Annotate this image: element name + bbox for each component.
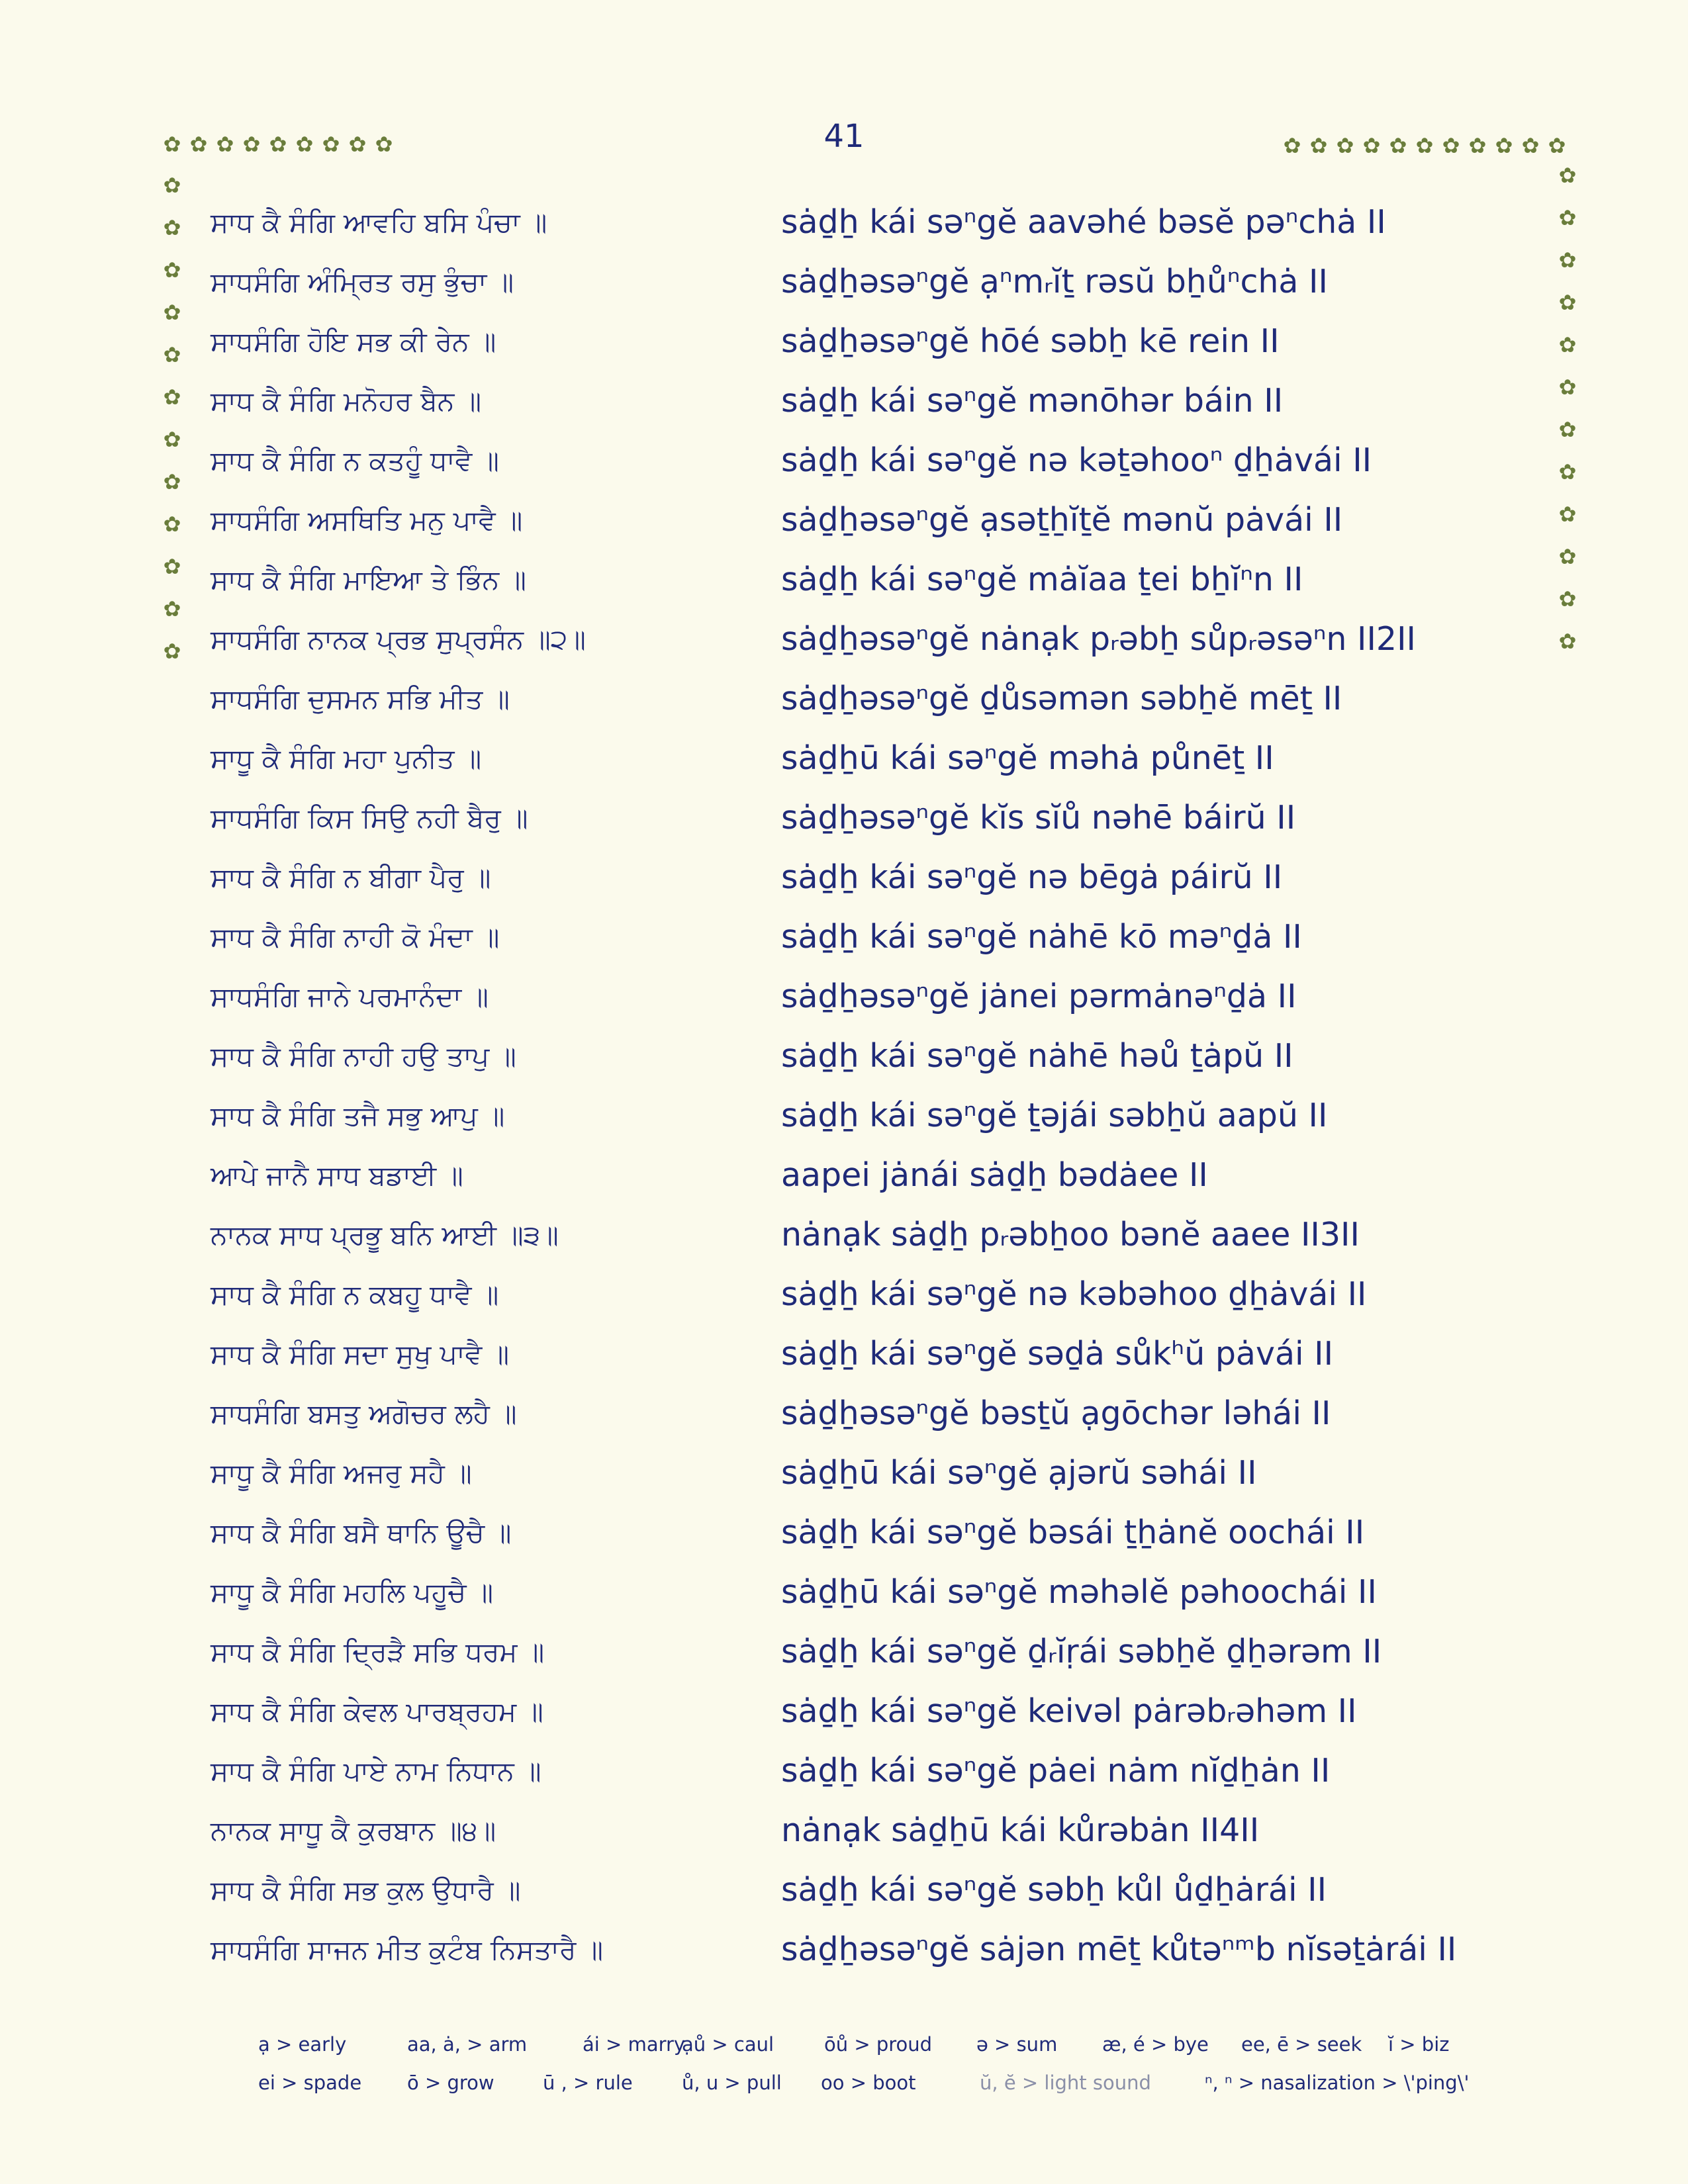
flower-ornament-icon: ✿ xyxy=(1558,629,1577,654)
flower-ornament-icon: ✿ xyxy=(269,132,287,157)
verse-line xyxy=(0,1685,1688,1738)
flower-ornament-icon: ✿ xyxy=(1558,332,1577,357)
legend-entry: ōů > proud xyxy=(824,2033,933,2056)
verse-line xyxy=(0,375,1688,428)
verse-line xyxy=(0,1566,1688,1619)
transliteration-text: sȧḏẖ kái səⁿgĕ ṯəjái səbẖŭ aapŭ II xyxy=(781,1097,1328,1134)
transliteration-text: sȧḏẖəsəⁿgĕ kĭs sĭů nəhē báirŭ II xyxy=(781,799,1296,837)
gurmukhi-text: ਸਾਧੂ ਕੈ ਸੰਗਿ ਮਹਲਿ ਪਹੂਚੈ ॥ xyxy=(211,1576,493,1608)
verse-line xyxy=(0,1268,1688,1321)
verse-line xyxy=(0,1447,1688,1500)
verse-line xyxy=(0,792,1688,844)
transliteration-text: nȧnạk sȧḏẖ pᵣəbẖoo bənĕ aaee II3II xyxy=(781,1216,1360,1253)
flower-ornament-icon: ✿ xyxy=(1558,205,1577,230)
gurmukhi-text: ਸਾਧਸੰਗਿ ਅਸਥਿਤਿ ਮਨੁ ਪਾਵੈ ॥ xyxy=(211,504,523,536)
flower-ornament-icon: ✿ xyxy=(322,132,340,157)
flower-ornament-icon: ✿ xyxy=(1558,375,1577,400)
flower-ornament-icon: ✿ xyxy=(163,469,181,494)
legend-entry: ạ > early xyxy=(258,2033,347,2056)
page-number: 41 xyxy=(823,118,865,155)
flower-ornament-icon: ✿ xyxy=(163,342,181,367)
gurmukhi-text: ਸਾਧਸੰਗਿ ਹੋਇ ਸਭ ਕੀ ਰੇਨ ॥ xyxy=(211,326,496,357)
gurmukhi-text: ਨਾਨਕ ਸਾਧ ਪ੍ਰਭੂ ਬਨਿ ਆਈ ॥੩॥ xyxy=(211,1219,559,1251)
gurmukhi-text: ਨਾਨਕ ਸਾਧੂ ਕੈ ਕੁਰਬਾਨ ॥੪॥ xyxy=(211,1815,496,1846)
transliteration-text: sȧḏẖ kái səⁿgĕ nȧhē kō məⁿḏȧ II xyxy=(781,918,1302,956)
legend-entry: ū , > rule xyxy=(543,2071,633,2094)
transliteration-text: sȧḏẖ kái səⁿgĕ nȧhē həů ṯȧpŭ II xyxy=(781,1037,1293,1075)
transliteration-text: sȧḏẖ kái səⁿgĕ aavəhé bəsĕ pəⁿchȧ II xyxy=(781,203,1386,241)
verse-line xyxy=(0,1804,1688,1857)
verse-line xyxy=(0,613,1688,666)
verse-line xyxy=(0,553,1688,606)
legend-entry: ō > grow xyxy=(407,2071,494,2094)
flower-ornament-icon: ✿ xyxy=(163,257,181,283)
gurmukhi-text: ਸਾਧਸੰਗਿ ਕਿਸ ਸਿਉ ਨਹੀ ਬੈਰੁ ॥ xyxy=(211,802,528,834)
transliteration-text: aapei jȧnái sȧḏẖ bədȧee II xyxy=(781,1156,1208,1194)
verse-line xyxy=(0,1089,1688,1142)
gurmukhi-text: ਆਪੇ ਜਾਨੈ ਸਾਧ ਬਡਾਈ ॥ xyxy=(211,1160,463,1191)
verse-line xyxy=(0,1625,1688,1678)
transliteration-text: sȧḏẖəsəⁿgĕ nȧnạk pᵣəbẖ sůpᵣəsəⁿn II2II xyxy=(781,620,1416,658)
gurmukhi-text: ਸਾਧਸੰਗਿ ਦੁਸਮਨ ਸਭਿ ਮੀਤ ॥ xyxy=(211,683,510,715)
gurmukhi-text: ਸਾਧ ਕੈ ਸੰਗਿ ਮਨੋਹਰ ਬੈਨ ॥ xyxy=(211,385,482,417)
verse-line xyxy=(0,911,1688,964)
flower-ornament-icon: ✿ xyxy=(163,427,181,452)
verse-line xyxy=(0,255,1688,308)
legend-entry: oo > boot xyxy=(821,2071,916,2094)
transliteration-text: sȧḏẖ kái səⁿgĕ nə kəṯəhooⁿ ḏẖȧvái II xyxy=(781,441,1372,479)
verse-line xyxy=(0,1328,1688,1381)
transliteration-text: sȧḏẖū kái səⁿgĕ məhȧ půnēṯ II xyxy=(781,739,1274,777)
gurmukhi-text: ਸਾਧ ਕੈ ਸੰਗਿ ਸਦਾ ਸੁਖੁ ਪਾਵੈ ॥ xyxy=(211,1338,510,1370)
flower-ornament-icon: ✿ xyxy=(1558,459,1577,484)
legend-entry: ə > sum xyxy=(976,2033,1058,2056)
gurmukhi-text: ਸਾਧਸੰਗਿ ਅੰਮ੍ਰਿਤ ਰਸੁ ਭੁੰਚਾ ॥ xyxy=(211,266,514,298)
gurmukhi-text: ਸਾਧਸੰਗਿ ਨਾਨਕ ਪ੍ਰਭ ਸੁਪ੍ਰਸੰਨ ॥੨॥ xyxy=(211,623,586,655)
flower-ornament-icon: ✿ xyxy=(1389,133,1407,158)
transliteration-text: sȧḏẖ kái səⁿgĕ pȧei nȧm nĭḏẖȧn II xyxy=(781,1752,1331,1790)
legend-entry: ů, u > pull xyxy=(682,2071,782,2094)
flower-ornament-icon: ✿ xyxy=(1558,502,1577,527)
gurmukhi-text: ਸਾਧਸੰਗਿ ਜਾਨੇ ਪਰਮਾਨੰਦਾ ॥ xyxy=(211,981,489,1013)
flower-ornament-icon: ✿ xyxy=(242,132,261,157)
verse-line xyxy=(0,732,1688,785)
transliteration-text: sȧḏẖəsəⁿgĕ ḏůsəmən səbẖĕ mēṯ II xyxy=(781,680,1342,717)
gurmukhi-text: ਸਾਧ ਕੈ ਸੰਗਿ ਨਾਹੀ ਕੋ ਮੰਦਾ ॥ xyxy=(211,921,500,953)
flower-ornament-icon: ✿ xyxy=(1521,133,1540,158)
flower-ornament-icon: ✿ xyxy=(348,132,367,157)
flower-ornament-icon: ✿ xyxy=(163,596,181,621)
gurmukhi-text: ਸਾਧ ਕੈ ਸੰਗਿ ਨ ਬੀਗਾ ਪੈਰੁ ॥ xyxy=(211,862,491,893)
flower-ornament-icon: ✿ xyxy=(1558,290,1577,315)
transliteration-text: sȧḏẖ kái səⁿgĕ nə kəbəhoo ḏẖȧvái II xyxy=(781,1275,1367,1313)
transliteration-text: sȧḏẖ kái səⁿgĕ səbẖ kůl ůḏẖȧrái II xyxy=(781,1871,1327,1909)
flower-ornament-icon: ✿ xyxy=(1283,133,1301,158)
flower-ornament-icon: ✿ xyxy=(163,215,181,240)
gurmukhi-text: ਸਾਧ ਕੈ ਸੰਗਿ ਦ੍ਰਿੜੈ ਸਭਿ ਧਰਮ ॥ xyxy=(211,1636,545,1668)
pronunciation-legend-row-2 xyxy=(258,2071,1516,2105)
flower-ornament-icon: ✿ xyxy=(295,132,314,157)
legend-entry: ee, ē > seek xyxy=(1241,2033,1362,2056)
verse-line xyxy=(0,1387,1688,1440)
legend-entry: ei > spade xyxy=(258,2071,362,2094)
flower-ornament-icon: ✿ xyxy=(163,639,181,664)
transliteration-text: nȧnạk sȧḏẖū kái kůrəbȧn II4II xyxy=(781,1811,1260,1849)
gurmukhi-text: ਸਾਧੂ ਕੈ ਸੰਗਿ ਅਜਰੁ ਸਹੈ ॥ xyxy=(211,1457,472,1489)
flower-ornament-icon: ✿ xyxy=(1558,248,1577,273)
flower-ornament-icon: ✿ xyxy=(163,554,181,579)
transliteration-text: sȧḏẖəsəⁿgĕ jȧnei pərmȧnəⁿḏȧ II xyxy=(781,978,1297,1015)
flower-ornament-icon: ✿ xyxy=(163,132,181,157)
legend-entry: æ, é > bye xyxy=(1102,2033,1209,2056)
transliteration-text: sȧḏẖ kái səⁿgĕ mȧĭaa ṯei bẖĭⁿn II xyxy=(781,561,1303,598)
transliteration-text: sȧḏẖū kái səⁿgĕ ạjərŭ səhái II xyxy=(781,1454,1257,1492)
verse-line xyxy=(0,1864,1688,1917)
gurmukhi-text: ਸਾਧਸੰਗਿ ਸਾਜਨ ਮੀਤ ਕੁਟੰਬ ਨਿਸਤਾਰੈ ॥ xyxy=(211,1934,604,1966)
transliteration-text: sȧḏẖ kái səⁿgĕ nə bēgȧ páirŭ II xyxy=(781,858,1283,896)
verse-line xyxy=(0,494,1688,547)
flower-ornament-icon: ✿ xyxy=(1558,544,1577,569)
verse-line xyxy=(0,1923,1688,1976)
legend-entry: ái > marry xyxy=(583,2033,686,2056)
verse-line xyxy=(0,196,1688,249)
flower-ornament-icon: ✿ xyxy=(1442,133,1460,158)
verse-line xyxy=(0,1149,1688,1202)
flower-ornament-icon: ✿ xyxy=(189,132,208,157)
flower-ornament-icon: ✿ xyxy=(163,173,181,198)
gurmukhi-text: ਸਾਧ ਕੈ ਸੰਗਿ ਕੇਵਲ ਪਾਰਬ੍ਰਹਮ ॥ xyxy=(211,1696,543,1727)
gurmukhi-text: ਸਾਧੂ ਕੈ ਸੰਗਿ ਮਹਾ ਪੁਨੀਤ ॥ xyxy=(211,743,482,774)
flower-ornament-icon: ✿ xyxy=(1548,133,1566,158)
legend-entry: aa, ȧ, > arm xyxy=(407,2033,528,2056)
legend-entry: ĭ > biz xyxy=(1388,2033,1450,2056)
flower-ornament-icon: ✿ xyxy=(1558,417,1577,442)
gurmukhi-text: ਸਾਧ ਕੈ ਸੰਗਿ ਤਜੈ ਸਭੁ ਆਪੁ ॥ xyxy=(211,1100,505,1132)
transliteration-text: sȧḏẖ kái səⁿgĕ bəsái ṯẖȧnĕ oochái II xyxy=(781,1514,1365,1551)
transliteration-text: sȧḏẖəsəⁿgĕ hōé səbẖ kē rein II xyxy=(781,322,1280,360)
flower-ornament-icon: ✿ xyxy=(1336,133,1354,158)
verse-line xyxy=(0,1506,1688,1559)
legend-entry: ⁿ, ⁿ > nasalization > \'ping\' xyxy=(1205,2071,1470,2094)
transliteration-text: sȧḏẖəsəⁿgĕ ạⁿmᵣĭṯ rəsŭ bẖůⁿchȧ II xyxy=(781,263,1328,300)
gurmukhi-text: ਸਾਧ ਕੈ ਸੰਗਿ ਆਵਹਿ ਬਸਿ ਪੰਚਾ ॥ xyxy=(211,206,547,238)
verse-line xyxy=(0,315,1688,368)
verse-line xyxy=(0,1208,1688,1261)
verse-line xyxy=(0,1030,1688,1083)
gurmukhi-text: ਸਾਧ ਕੈ ਸੰਗਿ ਨਾਹੀ ਹਉ ਤਾਪੁ ॥ xyxy=(211,1040,516,1072)
pronunciation-legend-row-1 xyxy=(258,2033,1516,2066)
flower-ornament-icon: ✿ xyxy=(216,132,234,157)
transliteration-text: sȧḏẖ kái səⁿgĕ ḏᵣĭṛái səbẖĕ ḏẖərəm II xyxy=(781,1633,1382,1670)
verse-line xyxy=(0,851,1688,904)
transliteration-text: sȧḏẖəsəⁿgĕ ạsəṯẖĭṯĕ mənŭ pȧvái II xyxy=(781,501,1343,539)
flower-ornament-icon: ✿ xyxy=(163,385,181,410)
verse-line xyxy=(0,434,1688,487)
flower-ornament-icon: ✿ xyxy=(1558,586,1577,612)
gurmukhi-text: ਸਾਧ ਕੈ ਸੰਗਿ ਮਾਇਆ ਤੇ ਭਿੰਨ ॥ xyxy=(211,564,526,596)
gurmukhi-text: ਸਾਧਸੰਗਿ ਬਸਤੁ ਅਗੋਚਰ ਲਹੈ ॥ xyxy=(211,1398,517,1430)
flower-ornament-icon: ✿ xyxy=(1468,133,1487,158)
transliteration-text: sȧḏẖəsəⁿgĕ sȧjən mēṯ kůtəⁿᵐb nĭsəṯȧrái II xyxy=(781,1931,1457,1968)
transliteration-text: sȧḏẖ kái səⁿgĕ səḏȧ sůkʰŭ pȧvái II xyxy=(781,1335,1334,1373)
gurmukhi-text: ਸਾਧ ਕੈ ਸੰਗਿ ਸਭ ਕੁਲ ਉਧਾਰੈ ॥ xyxy=(211,1874,521,1906)
verse-line xyxy=(0,1745,1688,1797)
transliteration-text: sȧḏẖū kái səⁿgĕ məhəlĕ pəhoochái II xyxy=(781,1573,1377,1611)
gurmukhi-text: ਸਾਧ ਕੈ ਸੰਗਿ ਨ ਕਤਹੂੰ ਧਾਵੈ ॥ xyxy=(211,445,499,477)
verse-line xyxy=(0,672,1688,725)
transliteration-text: sȧḏẖ kái səⁿgĕ mənōhər báin II xyxy=(781,382,1284,420)
flower-ornament-icon: ✿ xyxy=(163,300,181,325)
legend-entry: ŭ, ĕ > light sound xyxy=(980,2071,1151,2094)
verse-line xyxy=(0,970,1688,1023)
flower-ornament-icon: ✿ xyxy=(375,132,393,157)
transliteration-text: sȧḏẖəsəⁿgĕ bəsṯŭ ạgōchər ləhái II xyxy=(781,1394,1331,1432)
gurmukhi-text: ਸਾਧ ਕੈ ਸੰਗਿ ਬਸੈ ਥਾਨਿ ਊਚੈ ॥ xyxy=(211,1517,512,1549)
transliteration-text: sȧḏẖ kái səⁿgĕ keivəl pȧrəbᵣəhəm II xyxy=(781,1692,1357,1730)
gurmukhi-text: ਸਾਧ ਕੈ ਸੰਗਿ ਨ ਕਬਹੂ ਧਾਵੈ ॥ xyxy=(211,1279,499,1310)
gurmukhi-text: ਸਾਧ ਕੈ ਸੰਗਿ ਪਾਏ ਨਾਮ ਨਿਧਾਨ ॥ xyxy=(211,1755,541,1787)
flower-ornament-icon: ✿ xyxy=(1362,133,1381,158)
flower-ornament-icon: ✿ xyxy=(163,512,181,537)
flower-ornament-icon: ✿ xyxy=(1415,133,1434,158)
flower-ornament-icon: ✿ xyxy=(1558,163,1577,188)
flower-ornament-icon: ✿ xyxy=(1309,133,1328,158)
legend-entry: ạů > caul xyxy=(682,2033,774,2056)
flower-ornament-icon: ✿ xyxy=(1495,133,1513,158)
